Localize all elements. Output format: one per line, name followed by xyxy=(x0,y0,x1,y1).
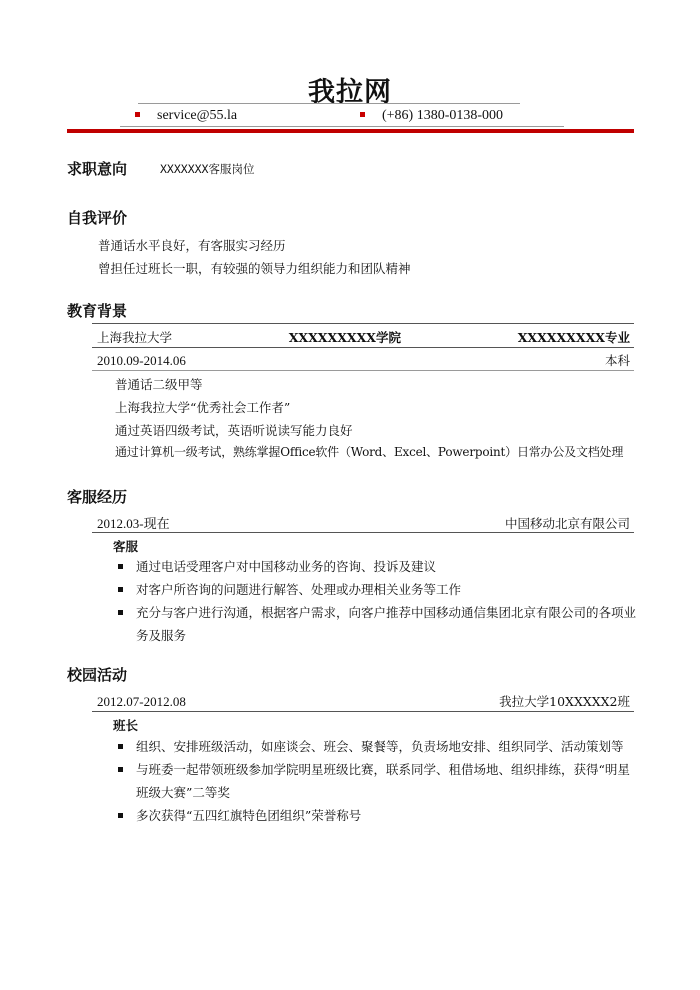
campus-period-row xyxy=(97,692,630,710)
education-period-row xyxy=(97,351,630,369)
section-heading-objective: 求职意向 xyxy=(67,160,128,178)
contact-phone xyxy=(360,108,503,124)
education-item: 普通话二级甲等 xyxy=(115,377,203,392)
bullet-dot-icon xyxy=(118,767,123,772)
section-heading-work: 客服经历 xyxy=(67,488,128,506)
list-item: 多次获得“五四红旗特色团组织”荣誉称号 xyxy=(118,804,638,827)
bullet-dot-icon xyxy=(118,564,123,569)
education-mid-rule xyxy=(92,347,634,348)
work-bullet-list xyxy=(118,555,638,647)
title-divider xyxy=(138,103,520,104)
section-heading-campus: 校园活动 xyxy=(67,666,128,684)
list-item: 组织、安排班级活动，如座谈会、班会、聚餐等，负责场地安排、组织同学、活动策划等 xyxy=(118,735,638,758)
work-period-row xyxy=(97,513,630,532)
work-role: 客服 xyxy=(113,539,139,554)
section-heading-self-eval: 自我评价 xyxy=(67,209,128,227)
work-rule xyxy=(92,532,634,533)
campus-bullet-list xyxy=(118,735,638,827)
section-heading-education: 教育背景 xyxy=(67,302,128,320)
header-red-band xyxy=(67,129,634,133)
self-eval-line: 曾担任过班长一职，有较强的领导力组织能力和团队精神 xyxy=(98,261,411,276)
education-top-rule xyxy=(92,323,634,324)
work-period: 2012.03-现在 xyxy=(97,516,170,531)
education-period: 2010.09-2014.06 xyxy=(97,353,186,368)
phone-text: (+86) 1380-0138-000 xyxy=(382,108,504,123)
campus-org: 我拉大学10XXXXX2班 xyxy=(499,694,630,709)
education-item: 通过计算机一级考试，熟练掌握Office软件（Word、Excel、Powerpoint）日常办公及文档处理 xyxy=(115,445,624,459)
campus-role: 班长 xyxy=(113,718,139,733)
work-company: 中国移动北京有限公司 xyxy=(504,516,630,531)
bullet-dot-icon xyxy=(118,744,123,749)
list-item: 对客户所咨询的问题进行解答、处理或办理相关业务等工作 xyxy=(118,578,638,601)
education-item: 通过英语四级考试，英语听说读写能力良好 xyxy=(115,423,353,438)
bullet-square-icon xyxy=(135,112,140,117)
list-item: 通过电话受理客户对中国移动业务的咨询、投诉及建议 xyxy=(118,555,638,578)
education-school-row xyxy=(97,328,630,346)
bullet-dot-icon xyxy=(118,813,123,818)
objective-value: XXXXXXX客服岗位 xyxy=(160,162,255,176)
school-name: 上海我拉大学 xyxy=(97,330,173,345)
contact-email xyxy=(135,108,237,124)
college-name: XXXXXXXXX学院 xyxy=(288,330,401,345)
education-item: 上海我拉大学“优秀社会工作者” xyxy=(115,400,291,415)
bullet-dot-icon xyxy=(118,587,123,592)
self-eval-line: 普通话水平良好，有客服实习经历 xyxy=(98,238,286,253)
education-degree: 本科 xyxy=(604,353,630,368)
campus-rule xyxy=(92,711,634,712)
list-item: 与班委一起带领班级参加学院明星班级比赛，联系同学、租借场地、组织排练，获得“明星班级大赛”二等奖 xyxy=(118,758,638,804)
bullet-dot-icon xyxy=(118,610,123,615)
education-bottom-rule xyxy=(92,370,634,371)
contact-divider xyxy=(120,126,564,127)
email-text: service@55.la xyxy=(157,108,238,123)
major-name: XXXXXXXXX专业 xyxy=(517,330,630,345)
list-item: 充分与客户进行沟通，根据客户需求，向客户推荐中国移动通信集团北京有限公司的各项业务及服务 xyxy=(118,601,638,647)
campus-period: 2012.07-2012.08 xyxy=(97,694,186,709)
resume-name: 我拉网 xyxy=(308,77,392,108)
bullet-square-icon xyxy=(360,112,365,117)
